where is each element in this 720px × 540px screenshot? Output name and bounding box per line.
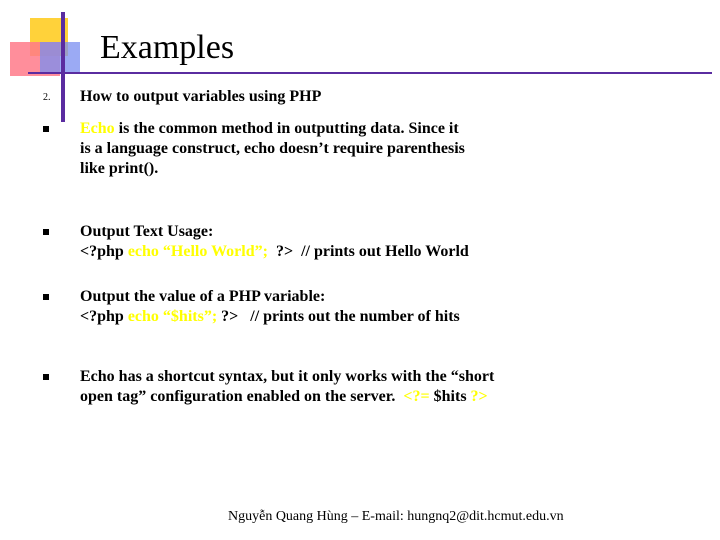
bullet-shortcut-syntax (80, 367, 494, 407)
bullet-text: <?php (80, 308, 128, 325)
bullet-square-icon (43, 374, 49, 380)
bullet-text-usage (80, 222, 469, 262)
decor-blue-square (40, 42, 80, 72)
title-underline (28, 72, 712, 74)
bullet-line (80, 159, 465, 179)
bullet-echo-intro (80, 119, 465, 179)
point-heading: How to output variables using PHP (80, 88, 322, 105)
footer-author: Nguyễn Quang Hùng – E-mail: hungnq2@dit.hcmut.edu.vn (228, 509, 564, 524)
highlighted-code: echo “Hello World”; (127, 243, 268, 260)
bullet-square-icon (43, 294, 49, 300)
bullet-text: is a language construct, echo doesn’t require parenthesis (80, 140, 465, 157)
bullet-line (80, 287, 460, 307)
bullet-text: Output Text Usage: (80, 223, 214, 240)
highlighted-code: ?> (470, 388, 488, 405)
bullet-line (80, 307, 460, 327)
bullet-text: open tag” configuration enabled on the server. (80, 388, 404, 405)
bullet-line (80, 242, 469, 262)
bullet-line (80, 222, 469, 242)
bullet-line (80, 139, 465, 159)
bullet-line (80, 367, 494, 387)
bullet-line (80, 119, 465, 139)
bullet-text: Output the value of a PHP variable: (80, 288, 326, 305)
bullet-square-icon (43, 126, 49, 132)
bullet-text: <?php (80, 243, 128, 260)
decor-vertical-line (61, 12, 65, 122)
bullet-text: $hits (429, 388, 471, 405)
point-number: 2. (43, 92, 51, 103)
bullet-square-icon (43, 229, 49, 235)
bullet-text: ?> // prints out the number of hits (217, 308, 460, 325)
highlighted-code: Echo (80, 120, 115, 137)
bullet-text: ?> // prints out Hello World (267, 243, 469, 260)
highlighted-code: echo “$hits”; (127, 308, 218, 325)
bullet-text: is the common method in outputting data. Since it (114, 120, 459, 137)
slide-title: Examples (100, 29, 235, 66)
bullet-variable-usage (80, 287, 460, 327)
highlighted-code: <?= (403, 388, 430, 405)
bullet-text: like print(). (80, 160, 159, 177)
bullet-line (80, 387, 494, 407)
bullet-text: Echo has a shortcut syntax, but it only works with the “short (80, 368, 495, 385)
